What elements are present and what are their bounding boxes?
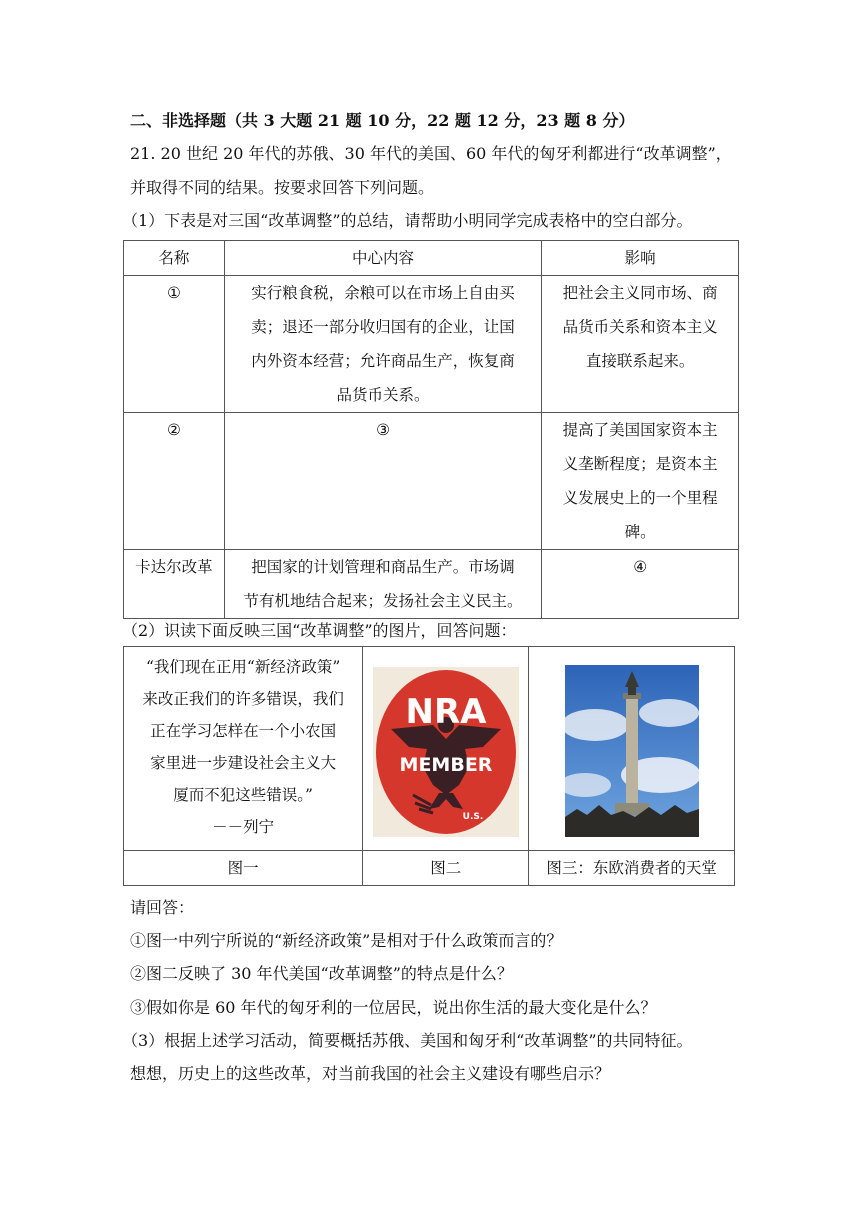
part-3-line-2: 想想，历史上的这些改革，对当前我国的社会主义建设有哪些启示？ [130,1064,611,1083]
row-1-impact [542,276,739,413]
part-2-instruction: （2）识读下面反映三国“改革调整”的图片，回答问题： [122,621,517,640]
row-3-content [224,550,541,619]
column-monument-photo [565,665,699,837]
quote-line: 正在学习怎样在一个小农国 [150,722,337,740]
part-3-line-1: （3）根据上述学习活动，简要概括苏俄、美国和匈牙利“改革调整”的共同特征。 [122,1031,693,1050]
header-name: 名称 [124,241,225,276]
row-3-impact-text: ④ [633,558,648,576]
content-line: 内外资本经营；允许商品生产，恢复商 [251,352,515,370]
row-3-name [124,550,225,619]
row-1-name-text: ① [166,284,181,302]
quote-line: 家里进一步建设社会主义大 [150,754,337,772]
impact-line: 把社会主义同市场、商 [562,284,718,302]
impact-line: 品货币关系和资本主义 [562,318,718,336]
question-stem-line-1: 21. 20 世纪 20 年代的苏俄、30 年代的美国、60 年代的匈牙利都进行“改革调整”， [130,144,732,163]
figure-1-quote [124,647,363,851]
content-line: 实行粮食税，余粮可以在市场上自由买 [251,284,515,302]
row-2-impact [542,413,739,550]
table-header-row [124,241,739,276]
impact-line: 直接联系起来。 [585,352,695,370]
figures-table [123,646,735,886]
figures-row [124,647,735,851]
table-row [124,550,739,619]
sub-question-3: ③假如你是 60 年代的匈牙利的一位居民，说出你生活的最大变化是什么？ [130,998,657,1017]
member-word: MEMBER [399,753,493,776]
figure-1-caption: 图一 [124,851,363,886]
nra-eagle-badge-image [373,667,519,837]
row-2-content-text: ③ [376,421,390,439]
row-3-name-text: 卡达尔改革 [135,558,213,576]
header-impact: 影响 [542,241,739,276]
figure-2-cell [363,647,529,851]
section-title: 二、非选择题（共 3 大题 21 题 10 分，22 题 12 分，23 题 8 分） [130,111,635,130]
row-1-name [124,276,225,413]
part-1-instruction: （1）下表是对三国“改革调整”的总结，请帮助小明同学完成表格中的空白部分。 [122,211,693,230]
row-1-content [224,276,541,413]
sub-question-2: ②图二反映了 30 年代美国“改革调整”的特点是什么？ [130,964,513,983]
row-2-content [224,413,541,550]
us-mark: U.S. [462,811,484,822]
row-2-name-text: ② [166,421,181,439]
answer-prompt: 请回答： [130,898,195,917]
quote-line: “我们现在正用“新经济政策” [146,658,341,676]
quote-author: －－列宁 [212,818,275,836]
row-2-name [124,413,225,550]
figure-3-caption: 图三：东欧消费者的天堂 [529,851,735,886]
row-3-impact [542,550,739,619]
quote-line: 来改正我们的许多错误，我们 [142,690,344,708]
content-line: 卖；退还一部分收归国有的企业，让国 [251,318,515,336]
sub-question-1: ①图一中列宁所说的“新经济政策”是相对于什么政策而言的？ [130,931,563,950]
content-line: 把国家的计划管理和商品生产。市场调 [251,558,515,576]
impact-line: 义发展史上的一个里程 [562,489,718,507]
content-line: 品货币关系。 [336,386,430,404]
summary-table [123,240,739,619]
content-line: 节有机地结合起来；发扬社会主义民主。 [243,592,523,610]
table-row [124,276,739,413]
figure-3-cell [529,647,735,851]
quote-line: 厦而不犯这些错误。” [173,786,313,804]
figure-2-caption: 图二 [363,851,529,886]
table-row [124,413,739,550]
nra-letters: NRA [405,691,487,732]
impact-line: 义垄断程度；是资本主 [562,455,718,473]
header-content: 中心内容 [224,241,541,276]
question-stem-line-2: 并取得不同的结果。按要求回答下列问题。 [130,178,435,197]
impact-line: 提高了美国国家资本主 [562,421,718,439]
captions-row [124,851,735,886]
impact-line: 碑。 [624,523,656,541]
